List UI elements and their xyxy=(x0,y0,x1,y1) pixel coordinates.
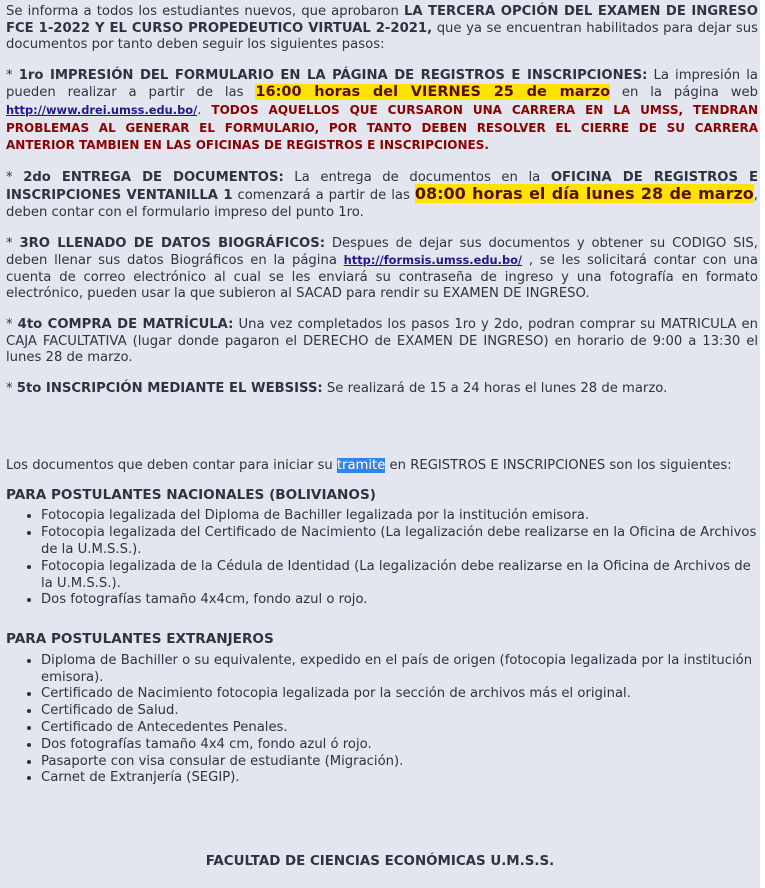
step-1 xyxy=(6,68,758,155)
step-2-star: * xyxy=(6,169,24,185)
step-1-title: 1ro IMPRESIÓN DEL FORMULARIO EN LA PÁGINA DE REGISTROS E INSCRIPCIONES: xyxy=(18,67,648,83)
list-item: • Certificado de Salud. xyxy=(41,703,758,720)
nacionales-heading: PARA POSTULANTES NACIONALES (BOLIVIANOS) xyxy=(6,486,376,503)
step-5-text1: Se realizará de 15 a 24 horas el lunes 28 de marzo. xyxy=(322,380,668,396)
step-1-highlight: 16:00 horas del VIERNES 25 de marzo xyxy=(255,84,611,101)
step-1-star: * xyxy=(6,67,19,83)
documents-intro-pre: Los documentos que deben contar para iniciar su xyxy=(6,458,337,474)
step-5-star: * xyxy=(6,380,17,396)
step-2-highlight: 08:00 horas el día lunes 28 de marzo xyxy=(414,184,754,204)
documents-intro xyxy=(6,458,758,475)
list-item: • Dos fotografías tamaño 4x4cm, fondo azul o rojo. xyxy=(41,592,758,609)
step-4-title: 4to COMPRA DE MATRÍCULA: xyxy=(17,316,234,332)
step-1-text2: en la página web xyxy=(610,85,758,101)
selected-word[interactable]: tramite xyxy=(336,458,386,474)
documents-intro-post: en REGISTROS E INSCRIPCIONES son los siguientes: xyxy=(385,458,732,474)
formsis-link[interactable]: http://formsis.umss.edu.bo/ xyxy=(343,253,523,268)
step-1-text3: . xyxy=(197,102,212,118)
list-item: • Certificado de Antecedentes Penales. xyxy=(41,720,758,737)
step-2-title: 2do ENTREGA DE DOCUMENTOS: xyxy=(23,169,284,185)
step-4-star: * xyxy=(6,316,18,332)
list-item: • Pasaporte con visa consular de estudiante (Migración). xyxy=(41,754,758,771)
step-5 xyxy=(6,381,758,398)
step-3-text2: , se les solicitará contar con una cuenta de correo electrónico al cual se les enviará su contraseña de ingreso y una fotografía en formato electrónico, pueden usar la que subieron al SACAD para rendir su EXAMEN DE INGRESO. xyxy=(6,253,758,302)
step-4 xyxy=(6,317,758,367)
drei-link[interactable]: http://www.drei.umss.edu.bo/ xyxy=(6,102,198,117)
step-2-text2: comenzará a partir de las xyxy=(232,188,415,204)
list-item: • Dos fotografías tamaño 4x4 cm, fondo azul ó rojo. xyxy=(41,737,758,754)
step-1-text1: La impresión la pueden realizar a partir de las xyxy=(6,67,758,101)
list-item: • Carnet de Extranjería (SEGIP). xyxy=(41,770,758,787)
nacionales-list xyxy=(6,508,758,609)
step-5-title: 5to INSCRIPCIÓN MEDIANTE EL WEBSISS: xyxy=(16,380,323,396)
list-item: • Fotocopia legalizada del Diploma de Bachiller legalizada por la institución emisora. xyxy=(41,508,758,525)
step-4-text1: Una vez completados los pasos 1ro y 2do, podran comprar su MATRICULA en CAJA FACULTATIVA (lugar donde pagaron el DERECHO de EXAMEN DE INGRESO) en horario de 9:00 a 13:30 el lunes 28 de marzo. xyxy=(6,316,758,366)
step-2-text1: La entrega de documentos en la xyxy=(283,169,551,185)
step-2 xyxy=(6,170,758,222)
intro-pre: Se informa a todos los estudiantes nuevos, que aprobaron xyxy=(6,4,404,19)
intro-paragraph xyxy=(6,4,758,54)
extranjeros-list xyxy=(6,653,758,787)
step-2-bold: OFICINA DE REGISTROS E INSCRIPCIONES VENTANILLA 1 xyxy=(6,169,758,204)
list-item: • Diploma de Bachiller o su equivalente, expedido en el país de origen (fotocopia legalizada por la institución emisora). xyxy=(41,653,758,687)
step-3-title: 3RO LLENADO DE DATOS BIOGRÁFICOS: xyxy=(19,235,326,251)
step-3 xyxy=(6,236,758,303)
list-item: • Certificado de Nacimiento fotocopia legalizada por la sección de archivos más el original. xyxy=(41,686,758,703)
intro-bold: LA TERCERA OPCIÓN DEL EXAMEN DE INGRESO FCE 1-2022 Y EL CURSO PROPEDEUTICO VIRTUAL 2-2021, xyxy=(6,4,758,36)
extranjeros-heading: PARA POSTULANTES EXTRANJEROS xyxy=(6,631,274,648)
step-3-star: * xyxy=(6,235,20,251)
list-item: • Fotocopia legalizada del Certificado de Nacimiento (La legalización debe realizarse en la Oficina de Archivos de la U.M.S.S.). xyxy=(41,525,758,559)
list-item: • Fotocopia legalizada de la Cédula de Identidad (La legalización debe realizarse en la Oficina de Archivos de la U.M.S.S.). xyxy=(41,559,758,593)
step-2-text3: , deben contar con el formulario impreso del punto 1ro. xyxy=(6,188,758,220)
step-1-warning: TODOS AQUELLOS QUE CURSARON UNA CARRERA EN LA UMSS, TENDRAN PROBLEMAS AL GENERAR EL FORMULARIO, POR TANTO DEBEN RESOLVER EL CIERRE DE SU CARRERA ANTERIOR TAMBIEN EN LAS OFICINAS DE REGISTROS E INSCRIPCIONES. xyxy=(6,102,758,153)
step-3-text1: Despues de dejar sus documentos y obtener su CODIGO SIS, deben llenar sus datos Biográficos en la página xyxy=(6,235,758,269)
intro-post: que ya se encuentran habilitados para dejar sus documentos por tanto deben seguir los siguientes pasos: xyxy=(6,20,759,53)
footer-signature: FACULTAD DE CIENCIAS ECONÓMICAS U.M.S.S. xyxy=(205,854,555,869)
announcement-content xyxy=(6,4,758,787)
